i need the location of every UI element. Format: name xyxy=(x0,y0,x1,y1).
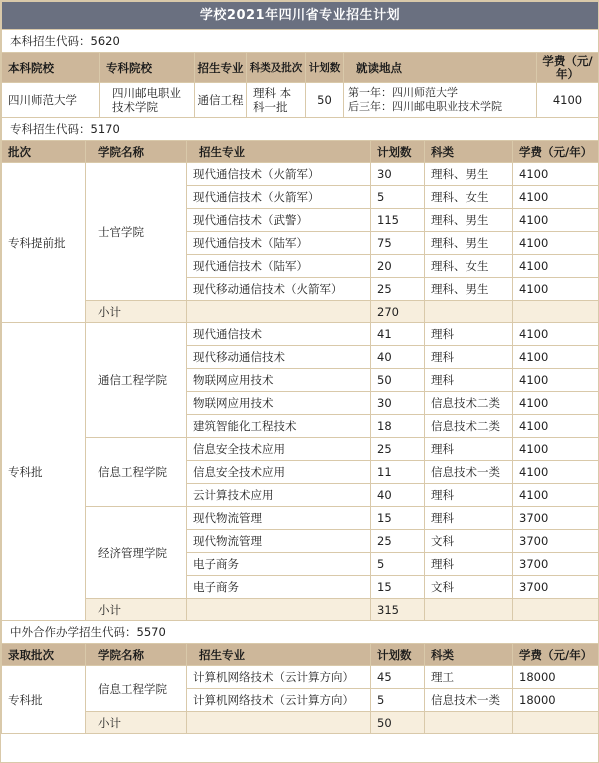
plan-cell: 25 xyxy=(371,438,425,461)
major-cell: 现代通信技术（火箭军） xyxy=(187,186,371,209)
major-cell: 云计算技术应用 xyxy=(187,484,371,507)
major-cell: 现代通信技术（陆军） xyxy=(187,255,371,278)
fee-cell: 3700 xyxy=(513,507,599,530)
junior-header-fee: 学费（元/年） xyxy=(513,141,599,163)
plan-cell: 50 xyxy=(371,369,425,392)
subtotal-empty-cell xyxy=(425,301,513,323)
undergrad-school: 四川师范大学 xyxy=(2,83,100,118)
coop-code: 中外合作办学招生代码：5570 xyxy=(2,621,599,644)
table-row xyxy=(2,507,599,530)
undergrad-college: 四川邮电职业技术学院 xyxy=(100,83,195,118)
fee-cell: 4100 xyxy=(513,392,599,415)
major-cell: 物联网应用技术 xyxy=(187,369,371,392)
fee-cell: 18000 xyxy=(513,689,599,712)
undergrad-table xyxy=(1,52,599,118)
category-cell: 信息技术二类 xyxy=(425,392,513,415)
major-cell: 计算机网络技术（云计算方向） xyxy=(187,689,371,712)
major-cell: 计算机网络技术（云计算方向） xyxy=(187,666,371,689)
coop-header-major: 招生专业 xyxy=(187,644,371,666)
plan-cell: 15 xyxy=(371,507,425,530)
subtotal-empty-cell xyxy=(513,301,599,323)
coop-subtotal-row xyxy=(2,712,599,734)
junior-code-row xyxy=(2,118,599,141)
category-cell: 理科 xyxy=(425,323,513,346)
college-cell: 信息工程学院 xyxy=(86,666,187,712)
batch-cell: 专科提前批 xyxy=(2,163,86,323)
category-cell: 理科、女生 xyxy=(425,255,513,278)
category-cell: 理工 xyxy=(425,666,513,689)
subtotal-label: 小计 xyxy=(86,712,187,734)
table-row xyxy=(2,438,599,461)
coop-header-category: 科类 xyxy=(425,644,513,666)
plan-cell: 41 xyxy=(371,323,425,346)
fee-cell: 4100 xyxy=(513,323,599,346)
coop-code-row xyxy=(2,621,599,644)
plan-cell: 45 xyxy=(371,666,425,689)
major-cell: 现代移动通信技术（火箭军） xyxy=(187,278,371,301)
category-cell: 信息技术一类 xyxy=(425,461,513,484)
plan-cell: 5 xyxy=(371,689,425,712)
subtotal-empty-cell xyxy=(187,712,371,734)
batch-cell: 专科批 xyxy=(2,323,86,621)
subtotal-empty-cell xyxy=(513,599,599,621)
college-cell: 通信工程学院 xyxy=(86,323,187,438)
subtotal-value: 270 xyxy=(371,301,425,323)
subtotal-empty-cell xyxy=(187,599,371,621)
category-cell: 理科、男生 xyxy=(425,278,513,301)
coop-header-plan: 计划数 xyxy=(371,644,425,666)
undergrad-header-category: 科类及批次 xyxy=(247,53,306,83)
subtotal-value: 315 xyxy=(371,599,425,621)
college-cell: 信息工程学院 xyxy=(86,438,187,507)
category-cell: 信息技术二类 xyxy=(425,415,513,438)
major-cell: 建筑智能化工程技术 xyxy=(187,415,371,438)
undergrad-plan: 50 xyxy=(306,83,344,118)
undergrad-category-batch: 理科 本科一批 xyxy=(247,83,306,118)
table-row xyxy=(2,323,599,346)
undergrad-fee: 4100 xyxy=(537,83,599,118)
fee-cell: 18000 xyxy=(513,666,599,689)
undergrad-location xyxy=(344,83,537,118)
coop-header-batch: 录取批次 xyxy=(2,644,86,666)
plan-cell: 75 xyxy=(371,232,425,255)
plan-cell: 25 xyxy=(371,530,425,553)
subtotal-empty-cell xyxy=(425,712,513,734)
college-cell: 经济管理学院 xyxy=(86,507,187,599)
undergrad-major: 通信工程 xyxy=(195,83,247,118)
junior-header-major: 招生专业 xyxy=(187,141,371,163)
undergrad-code-row xyxy=(2,30,599,53)
fee-cell: 4100 xyxy=(513,415,599,438)
major-cell: 信息安全技术应用 xyxy=(187,461,371,484)
fee-cell: 4100 xyxy=(513,255,599,278)
fee-cell: 3700 xyxy=(513,530,599,553)
plan-cell: 5 xyxy=(371,186,425,209)
major-cell: 电子商务 xyxy=(187,576,371,599)
plan-cell: 115 xyxy=(371,209,425,232)
plan-cell: 30 xyxy=(371,163,425,186)
category-cell: 文科 xyxy=(425,576,513,599)
major-cell: 现代物流管理 xyxy=(187,530,371,553)
category-cell: 理科 xyxy=(425,346,513,369)
undergrad-header-plan: 计划数 xyxy=(306,53,344,83)
major-cell: 物联网应用技术 xyxy=(187,392,371,415)
major-cell: 现代通信技术（火箭军） xyxy=(187,163,371,186)
fee-cell: 4100 xyxy=(513,278,599,301)
major-cell: 信息安全技术应用 xyxy=(187,438,371,461)
junior-table xyxy=(1,117,599,621)
category-cell: 理科、男生 xyxy=(425,163,513,186)
junior-header-batch: 批次 xyxy=(2,141,86,163)
category-cell: 理科 xyxy=(425,438,513,461)
undergrad-header-major: 招生专业 xyxy=(195,53,247,83)
junior-header-category: 科类 xyxy=(425,141,513,163)
fee-cell: 4100 xyxy=(513,484,599,507)
undergrad-location-line2: 后三年：四川邮电职业技术学院 xyxy=(348,100,502,113)
fee-cell: 4100 xyxy=(513,209,599,232)
major-cell: 现代通信技术 xyxy=(187,323,371,346)
junior-code: 专科招生代码：5170 xyxy=(2,118,599,141)
undergrad-data-row xyxy=(2,83,599,118)
category-cell: 理科、男生 xyxy=(425,209,513,232)
category-cell: 理科 xyxy=(425,484,513,507)
fee-cell: 4100 xyxy=(513,346,599,369)
coop-table xyxy=(1,620,599,734)
major-cell: 现代通信技术（陆军） xyxy=(187,232,371,255)
subtotal-empty-cell xyxy=(187,301,371,323)
page-title: 学校2021年四川省专业招生计划 xyxy=(2,2,599,30)
undergrad-location-line1: 第一年：四川师范大学 xyxy=(348,86,458,99)
admission-plan-table xyxy=(1,1,599,53)
plan-cell: 30 xyxy=(371,392,425,415)
fee-cell: 4100 xyxy=(513,163,599,186)
plan-cell: 5 xyxy=(371,553,425,576)
plan-cell: 20 xyxy=(371,255,425,278)
undergrad-header-school: 本科院校 xyxy=(2,53,100,83)
plan-cell: 40 xyxy=(371,346,425,369)
plan-cell: 18 xyxy=(371,415,425,438)
major-cell: 现代通信技术（武警） xyxy=(187,209,371,232)
fee-cell: 4100 xyxy=(513,232,599,255)
junior-header-college: 学院名称 xyxy=(86,141,187,163)
coop-header-row xyxy=(2,644,599,666)
title-row xyxy=(2,2,599,30)
fee-cell: 4100 xyxy=(513,438,599,461)
plan-cell: 40 xyxy=(371,484,425,507)
subtotal-empty-cell xyxy=(513,712,599,734)
undergrad-code: 本科招生代码：5620 xyxy=(2,30,599,53)
fee-cell: 3700 xyxy=(513,576,599,599)
plan-cell: 25 xyxy=(371,278,425,301)
major-cell: 现代物流管理 xyxy=(187,507,371,530)
batch-cell: 专科批 xyxy=(2,666,86,734)
category-cell: 理科 xyxy=(425,507,513,530)
category-cell: 理科 xyxy=(425,553,513,576)
category-cell: 理科、女生 xyxy=(425,186,513,209)
major-cell: 现代移动通信技术 xyxy=(187,346,371,369)
subtotal-label: 小计 xyxy=(86,599,187,621)
plan-cell: 11 xyxy=(371,461,425,484)
undergrad-header-fee: 学费（元/年） xyxy=(537,53,599,83)
fee-cell: 4100 xyxy=(513,369,599,392)
early-batch-subtotal-row xyxy=(2,301,599,323)
plan-cell: 15 xyxy=(371,576,425,599)
category-cell: 信息技术一类 xyxy=(425,689,513,712)
fee-cell: 3700 xyxy=(513,553,599,576)
major-cell: 电子商务 xyxy=(187,553,371,576)
undergrad-header-row xyxy=(2,53,599,83)
subtotal-value: 50 xyxy=(371,712,425,734)
subtotal-label: 小计 xyxy=(86,301,187,323)
category-cell: 理科、男生 xyxy=(425,232,513,255)
table-row xyxy=(2,163,599,186)
undergrad-header-location: 就读地点 xyxy=(344,53,537,83)
fee-cell: 4100 xyxy=(513,461,599,484)
category-cell: 理科 xyxy=(425,369,513,392)
subtotal-empty-cell xyxy=(425,599,513,621)
coop-header-fee: 学费（元/年） xyxy=(513,644,599,666)
junior-header-plan: 计划数 xyxy=(371,141,425,163)
fee-cell: 4100 xyxy=(513,186,599,209)
main-batch-subtotal-row xyxy=(2,599,599,621)
category-cell: 文科 xyxy=(425,530,513,553)
college-cell: 士官学院 xyxy=(86,163,187,301)
junior-header-row xyxy=(2,141,599,163)
table-row xyxy=(2,666,599,689)
undergrad-header-college: 专科院校 xyxy=(100,53,195,83)
coop-header-college: 学院名称 xyxy=(86,644,187,666)
